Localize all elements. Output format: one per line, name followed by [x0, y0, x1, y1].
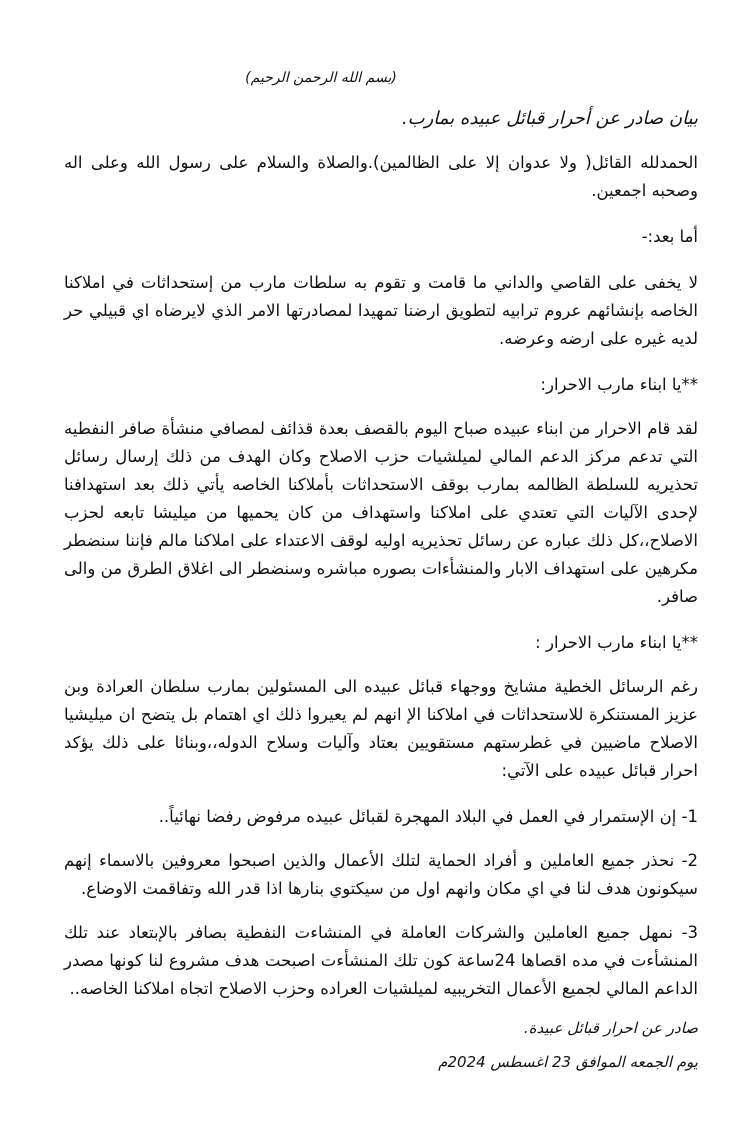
section-paragraph-2: رغم الرسائل الخطية مشايخ ووجهاء قبائل عبيده الى المسئولين بمارب سلطان العرادة وبن عزيز المستنكرة للاستحداثات في املاكنا الإ انهم لم يعيروا ذلك اي اهتمام بل يتضح ان ميليشيا الاصلاح ماضيين في غطرستهم مستقويين بعتاد وآليات وسلاح الدوله،،وبنائا على ذلك يؤكد احرار قبائل عبيده على الآتي: [64, 677, 698, 780]
section-heading-1: **يا ابناء مارب الاحرار: [540, 375, 698, 394]
date-line: يوم الجمعه الموافق 23 اغسطس 2024م [438, 1053, 698, 1071]
list-item-2: 2- نحذر جميع العاملين و أفراد الحماية لتلك الأعمال والذين اصبحوا معروفين بالاسماء إنهم سيكونون هدف لنا في اي مكان وانهم اول من سيكتوي بنارها اذا قدر الله وتفاقمت الاوضاع. [64, 851, 698, 898]
statement-title: بيان صادر عن أحرار قبائل عبيده بمارب. [401, 108, 698, 129]
amma-baad-line: أما بعد:- [641, 227, 698, 246]
list-item-3: 3- نمهل جميع العاملين والشركات العاملة في المنشاءت النفطية بصافر بالإبتعاد عند تلك المنشأءت في مده اقصاها 24ساعة كون تلك المنشأءت اصبحت هدف مشروع لنا كونها مصدر الداعم المالي لجميع الأعمال التخريبيه لميلشيات العراده وحزب الاصلاح اتجاه املاكنا الخاصه.. [64, 923, 699, 998]
basmala: (بسم الله الرحمن الرحيم) [245, 70, 397, 86]
list-item-1: 1- إن الإستمرار في العمل في البلاد المهجرة لقبائل عبيده مرفوض رفضا نهائياً.. [158, 807, 698, 826]
intro-paragraph: لا يخفى على القاصي والداني ما قامت و تقوم به سلطات مارب من إستحداثات في املاكنا الخاصه بإنشائهم عروم ترابيه لتطويق ارضنا تمهيدا لمصادرتها الامر الذي لايرضاه اي قبيلي حر لديه غيره على ارضه وعرضه. [64, 273, 698, 348]
issuer-line: صادر عن احرار قبائل عبيدة. [523, 1019, 698, 1037]
section-heading-2: **يا ابناء مارب الاحرار : [535, 633, 698, 652]
praise-paragraph: الحمدلله القائل( ولا عدوان إلا على الظالمين).والصلاة والسلام على رسول الله وعلى اله وصحبه اجمعين. [64, 153, 698, 200]
section-paragraph-1: لقد قام الاحرار من ابناء عبيده صباح اليوم بالقصف بعدة قذائف لمصافي منشأة صافر النفطيه التي تدعم مركز الدعم المالي لميلشيات حزب الاصلاح وكان الهدف من ذلك إرسال رسائل تحذيريه للسلطة الظالمه بمارب بوقف الاستحداثات بأملاكنا الخاصه يأتي ذلك بعد استهدافنا لإحدى الآليات التي تعتدي على املاكنا واستهداف من كان يحميها من ميليشا تابعه لحزب الاصلاح،،كل ذلك عباره عن رسائل تحذيريه اوليه لوقف الاعتداء على املاكنا مالم فإننا سنضطر مكرهين على استهداف الابار والمنشأءات بصوره مباشره وسنضطر الى اغلاق الطرق من والى صافر. [64, 419, 698, 606]
